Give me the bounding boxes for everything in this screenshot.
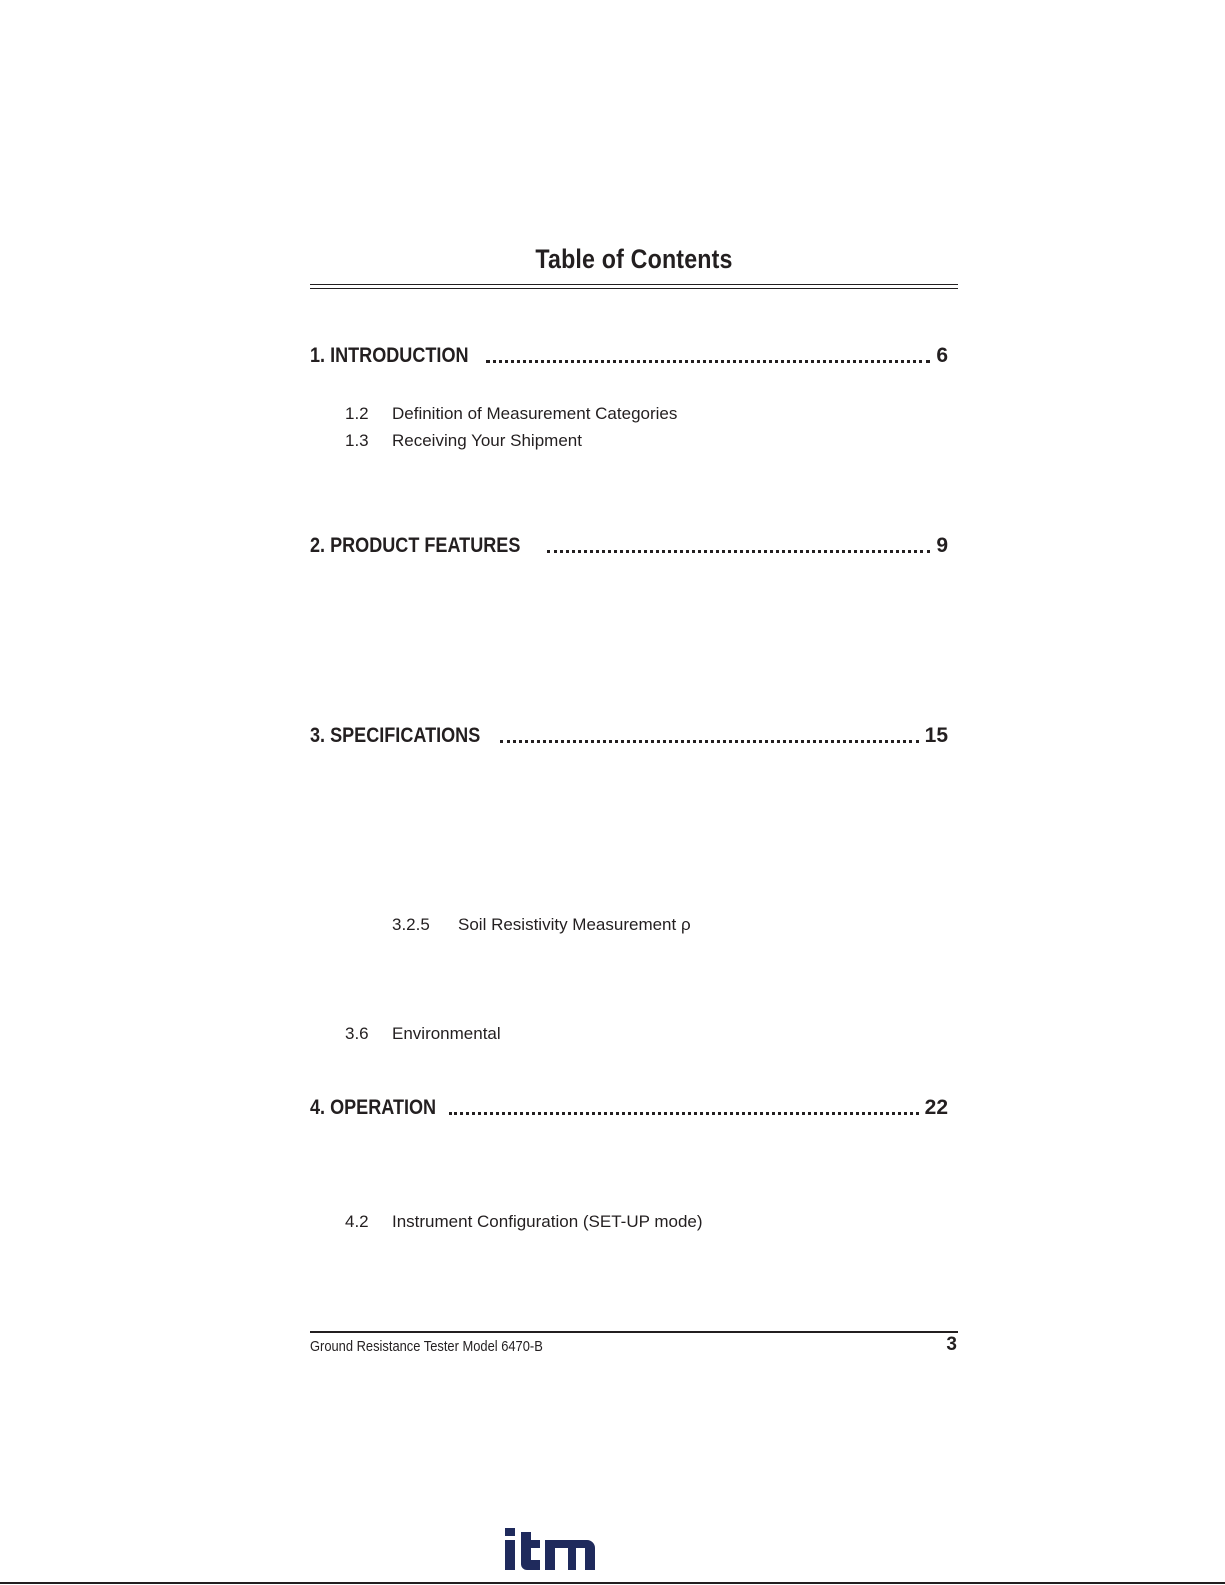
title-rule xyxy=(310,284,958,289)
toc-section-product-features[interactable] xyxy=(310,530,948,558)
toc-subsection[interactable] xyxy=(345,404,677,424)
toc-leader-dots xyxy=(449,1112,919,1115)
toc-leader-dots xyxy=(547,550,931,553)
toc-section-label: 4. OPERATION xyxy=(310,1096,437,1119)
toc-subsection-number: 3.6 xyxy=(345,1024,369,1043)
toc-subsection-number: 4.2 xyxy=(345,1212,369,1231)
page-bottom-edge xyxy=(0,1582,1225,1584)
footer-rule xyxy=(310,1331,958,1333)
footer-document-title: Ground Resistance Tester Model 6470-B xyxy=(310,1338,543,1355)
toc-subsection-label: Soil Resistivity Measurement ρ xyxy=(458,915,691,934)
toc-section-label: 1. INTRODUCTION xyxy=(310,344,469,367)
toc-section-introduction[interactable] xyxy=(310,340,948,368)
toc-subsection[interactable] xyxy=(345,1024,501,1044)
page-title: Table of Contents xyxy=(535,244,733,274)
footer-page-number: 3 xyxy=(946,1334,957,1355)
toc-subsection-number: 1.3 xyxy=(345,431,369,450)
toc-subsection-number: 1.2 xyxy=(345,404,369,423)
toc-subsection-label: Definition of Measurement Categories xyxy=(392,404,678,423)
toc-subsection[interactable] xyxy=(345,431,582,451)
toc-subsection-number: 3.2.5 xyxy=(392,915,430,934)
toc-section-operation[interactable] xyxy=(310,1092,948,1120)
toc-subsection-label: Environmental xyxy=(392,1024,501,1043)
toc-page-number: 15 xyxy=(924,724,948,747)
toc-page-number: 9 xyxy=(936,534,948,557)
toc-subsection-label: Instrument Configuration (SET-UP mode) xyxy=(392,1212,703,1231)
toc-section-specifications[interactable] xyxy=(310,720,948,748)
toc-page-number: 6 xyxy=(936,344,948,367)
toc-section-label: 3. SPECIFICATIONS xyxy=(310,724,481,747)
itm-logo-icon xyxy=(505,1528,597,1577)
toc-leader-dots xyxy=(500,740,919,743)
toc-subsection[interactable] xyxy=(345,1212,703,1232)
toc-subsection-label: Receiving Your Shipment xyxy=(392,431,582,450)
toc-leader-dots xyxy=(486,360,930,363)
toc-page-number: 22 xyxy=(924,1096,948,1119)
toc-section-label: 2. PRODUCT FEATURES xyxy=(310,534,521,557)
toc-subsection[interactable] xyxy=(392,915,691,935)
